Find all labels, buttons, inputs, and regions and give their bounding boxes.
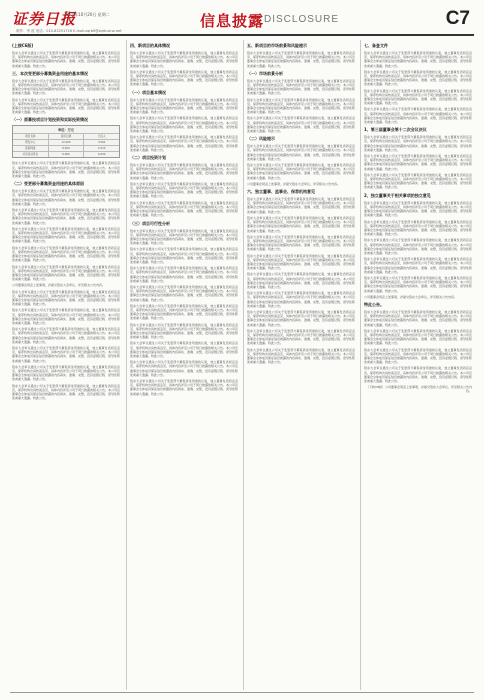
paragraph [247,272,355,289]
subheading: （二）风险提示 [247,136,275,142]
paragraph [130,70,238,87]
paragraph [130,379,238,396]
subheading: 2、独立董事关于相关事项的独立意见 [364,192,431,198]
paragraph [12,189,120,206]
paragraph [364,276,472,293]
paragraph [364,135,472,152]
paragraph [247,182,355,186]
newspaper-logo: 证券日报 [12,10,77,28]
paragraph [247,216,355,233]
continued-note: （下转C8版） 公司董事会同意上述事项，并提交股东大会审议，详见相关公告内容。 [364,385,472,393]
paragraph [12,290,120,307]
column-headline: 七、备查文件 [364,43,388,48]
contact-line: 制作：李 波 电话：010-83251716 E-mail:zqrb9@zqrb.sina.net [16,29,122,33]
paragraph [247,116,355,133]
paragraph [247,348,355,365]
table-cell: 营销网络 [25,147,36,151]
paragraph [364,295,472,299]
section-title: 信息披露 [200,12,265,30]
paragraph [364,348,472,365]
paragraph [130,323,238,340]
column-1 [12,40,120,690]
subheading: （一）市场前景分析 [247,70,283,76]
paragraph [364,329,472,346]
subheading: （一）项目基本情况 [130,89,166,95]
paragraph [130,116,238,133]
subheading: 特此公告。 [364,301,384,307]
paragraph [12,208,120,225]
paragraph [247,310,355,327]
paragraph [247,291,355,308]
subheading: 1、第三届董事会第十二次会议决议 [364,127,427,133]
data-table [12,125,120,158]
paragraph [364,89,472,106]
paragraph [247,98,355,115]
paragraph [130,98,238,115]
paragraph [247,79,355,96]
table-title: 单位：万元 [58,128,74,133]
subheading: （一）原募投项目计划投资和实际投资情况 [12,117,88,123]
table-cell: 投资总额 [48,134,84,139]
page-number: C7 [445,8,470,29]
paragraph [364,201,472,218]
column-headline: 五、新项目的市场前景和风险提示 [247,43,307,48]
section-title-en: DISCLOSURE [264,14,340,25]
table-cell: 12,000 [48,140,84,145]
subheading: （二）变更部分募集资金用途的具体原因 [12,181,84,187]
column-3 [247,40,355,690]
paragraph [130,285,238,302]
column-divider [126,40,127,690]
column-headline: (上接C6版) [12,43,34,48]
footer-divider [10,692,474,693]
table-cell: 3,562 [83,140,119,145]
column-divider [243,40,244,690]
column-divider [360,40,361,690]
table-cell: 6,000 [83,152,119,157]
table-row [13,133,119,139]
paragraph [12,346,120,363]
paragraph [364,310,472,327]
paragraph [130,182,238,199]
paragraph [12,308,120,325]
paragraph [247,51,355,68]
paragraph [12,265,120,282]
paragraph [130,360,238,377]
table-cell: 2,310 [83,146,119,151]
article-columns [12,40,472,690]
paragraph [364,220,472,237]
paragraph [130,51,238,68]
paragraph [364,154,472,171]
paragraph [247,163,355,180]
paragraph [12,365,120,382]
paragraph [130,201,238,218]
paragraph [12,98,120,115]
table-row [13,151,119,157]
subheading: 六、独立董事、监事会、保荐机构意见 [247,189,315,195]
paragraph [364,257,472,274]
subheading: 三、本次变更部分募集资金用途的基本情况 [12,70,88,76]
table-cell: 补充流动资金 [22,153,39,157]
masthead [12,8,472,34]
paragraph [130,135,238,152]
header-divider [10,34,474,36]
paragraph [12,327,120,344]
column-4 [364,40,472,690]
table-cell: 项目名称 [25,135,36,139]
paragraph [247,144,355,161]
column-headline: 四、新项目的具体情况 [130,43,170,48]
table-row [13,139,119,145]
paragraph [130,163,238,180]
issue-date: 2020年10月20日 星期二 [64,12,110,17]
table-cell: 研发中心 [25,141,36,145]
paragraph [12,246,120,263]
paragraph [12,79,120,96]
paragraph [364,173,472,190]
paragraph [130,341,238,358]
table-cell: 8,500 [48,146,84,151]
paragraph [130,229,238,246]
paragraph [12,51,120,68]
paragraph [12,384,120,401]
paragraph [364,238,472,255]
paragraph [130,304,238,321]
paragraph [12,283,120,287]
paragraph [12,161,120,178]
paragraph [130,247,238,264]
paragraph [364,366,472,383]
column-2 [130,40,238,690]
subheading: （三）项目可行性分析 [130,220,170,226]
paragraph [364,107,472,124]
paragraph [12,227,120,244]
table-row [13,145,119,151]
subheading: （二）项目投资计划 [130,155,166,161]
paragraph [364,51,472,68]
table-cell: 已投入 [83,134,119,139]
paragraph [247,329,355,346]
paragraph [364,70,472,87]
table-cell: 6,000 [48,152,84,157]
paragraph [247,197,355,214]
paragraph [130,266,238,283]
paragraph [247,235,355,252]
paragraph [247,254,355,271]
